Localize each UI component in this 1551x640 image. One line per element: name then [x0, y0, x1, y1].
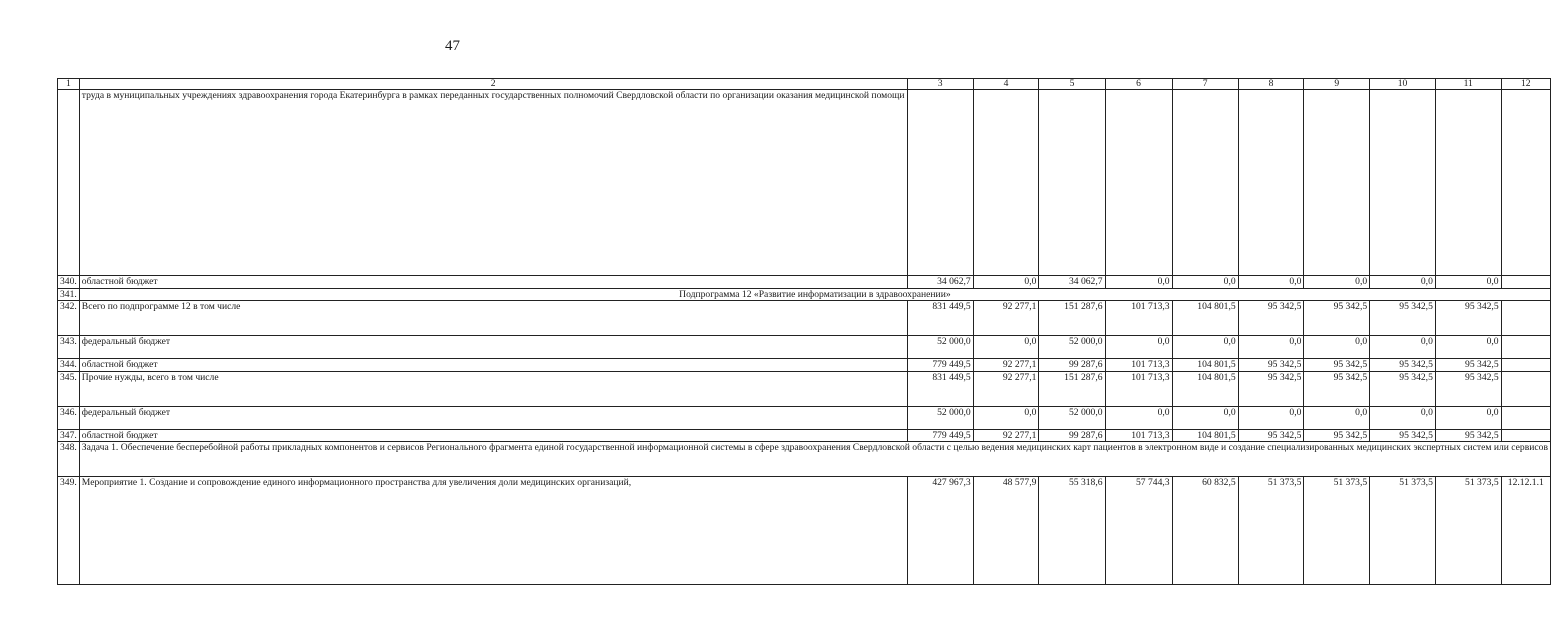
value-cell: 57 744,3 [1105, 477, 1172, 585]
row-index [58, 90, 80, 276]
value-cell: 0,0 [1370, 336, 1436, 359]
page-number: 47 [445, 38, 460, 54]
value-cell: 95 342,5 [1435, 301, 1501, 336]
header-row [58, 79, 1551, 90]
row-name: федеральный бюджет [79, 336, 907, 359]
table-row [58, 477, 1551, 585]
value-cell: 0,0 [1304, 276, 1370, 289]
value-cell: 151 287,6 [1039, 301, 1105, 336]
row-name: Мероприятие 1. Создание и сопровождение единого информационного пространства для увеличения доли медицинских организаций, [79, 477, 907, 585]
table-row [58, 359, 1551, 372]
row-index: 345. [58, 371, 80, 406]
value-cell: 55 318,6 [1039, 477, 1105, 585]
value-cell [1105, 90, 1172, 276]
value-cell: 51 373,5 [1304, 477, 1370, 585]
row-index: 349. [58, 477, 80, 585]
col-header: 1 [58, 79, 80, 90]
value-cell: 95 342,5 [1304, 371, 1370, 406]
value-cell: 95 342,5 [1304, 359, 1370, 372]
value-cell [973, 90, 1039, 276]
value-cell: 0,0 [1238, 276, 1304, 289]
value-cell: 0,0 [1435, 276, 1501, 289]
section-title: Задача 1. Обеспечение бесперебойной работы прикладных компонентов и сервисов Регионального фрагмента единой государственной информационной системы в сфере здравоохранения Свердловской области с целью ведения медицинских карт пациентов в электронном виде и создание специализированных медицинских экспертных систем или сервисов [79, 442, 1550, 477]
row-index: 342. [58, 301, 80, 336]
row-name: Прочие нужды, всего в том числе [79, 371, 907, 406]
value-cell: 34 062,7 [907, 276, 973, 289]
value-cell: 0,0 [1238, 406, 1304, 429]
value-cell: 52 000,0 [1039, 336, 1105, 359]
col-header: 11 [1435, 79, 1501, 90]
code-cell [1501, 276, 1550, 289]
value-cell: 95 342,5 [1370, 371, 1436, 406]
value-cell: 104 801,5 [1172, 301, 1238, 336]
table-row [58, 276, 1551, 289]
value-cell [1039, 90, 1105, 276]
col-header: 4 [973, 79, 1039, 90]
value-cell: 51 373,5 [1370, 477, 1436, 585]
table-row [58, 442, 1551, 477]
value-cell: 92 277,1 [973, 429, 1039, 442]
col-header: 10 [1370, 79, 1436, 90]
row-index: 344. [58, 359, 80, 372]
value-cell: 34 062,7 [1039, 276, 1105, 289]
table-row [58, 336, 1551, 359]
value-cell: 831 449,5 [907, 371, 973, 406]
value-cell: 831 449,5 [907, 301, 973, 336]
col-header: 8 [1238, 79, 1304, 90]
value-cell: 0,0 [1435, 336, 1501, 359]
value-cell: 95 342,5 [1238, 429, 1304, 442]
value-cell: 52 000,0 [907, 406, 973, 429]
code-cell [1501, 90, 1550, 276]
code-cell [1501, 301, 1550, 336]
table-row [58, 301, 1551, 336]
value-cell: 104 801,5 [1172, 371, 1238, 406]
row-index: 340. [58, 276, 80, 289]
value-cell: 95 342,5 [1304, 301, 1370, 336]
value-cell: 95 342,5 [1370, 429, 1436, 442]
value-cell: 99 287,6 [1039, 359, 1105, 372]
col-header: 3 [907, 79, 973, 90]
row-name: труда в муниципальных учреждениях здравоохранения города Екатеринбурга в рамках переданных государственных полномочий Свердловской области по организации оказания медицинской помощи [79, 90, 907, 276]
code-cell [1501, 429, 1550, 442]
value-cell: 151 287,6 [1039, 371, 1105, 406]
value-cell: 0,0 [973, 406, 1039, 429]
value-cell: 0,0 [1172, 406, 1238, 429]
value-cell: 0,0 [1105, 406, 1172, 429]
value-cell: 0,0 [1105, 276, 1172, 289]
col-header: 6 [1105, 79, 1172, 90]
value-cell: 0,0 [1172, 336, 1238, 359]
value-cell: 0,0 [973, 336, 1039, 359]
value-cell: 0,0 [1370, 276, 1436, 289]
code-cell [1501, 371, 1550, 406]
row-index: 347. [58, 429, 80, 442]
value-cell: 95 342,5 [1370, 301, 1436, 336]
table-row [58, 288, 1551, 301]
code-cell [1501, 359, 1550, 372]
value-cell: 95 342,5 [1435, 429, 1501, 442]
value-cell: 0,0 [1370, 406, 1436, 429]
col-header: 5 [1039, 79, 1105, 90]
value-cell: 104 801,5 [1172, 359, 1238, 372]
row-index: 343. [58, 336, 80, 359]
budget-table [57, 78, 1551, 585]
row-index: 346. [58, 406, 80, 429]
value-cell: 779 449,5 [907, 359, 973, 372]
col-header: 7 [1172, 79, 1238, 90]
value-cell: 0,0 [1105, 336, 1172, 359]
value-cell: 95 342,5 [1435, 359, 1501, 372]
section-title: Подпрограмма 12 «Развитие информатизации в здравоохранении» [79, 288, 1550, 301]
value-cell: 95 342,5 [1370, 359, 1436, 372]
value-cell [1304, 90, 1370, 276]
value-cell: 101 713,3 [1105, 429, 1172, 442]
value-cell: 60 832,5 [1172, 477, 1238, 585]
row-name: Всего по подпрограмме 12 в том числе [79, 301, 907, 336]
value-cell [907, 90, 973, 276]
value-cell: 51 373,5 [1238, 477, 1304, 585]
col-header: 9 [1304, 79, 1370, 90]
table-row [58, 406, 1551, 429]
value-cell [1172, 90, 1238, 276]
value-cell [1435, 90, 1501, 276]
value-cell: 92 277,1 [973, 301, 1039, 336]
value-cell: 95 342,5 [1238, 371, 1304, 406]
row-name: областной бюджет [79, 359, 907, 372]
table-row [58, 371, 1551, 406]
row-name: федеральный бюджет [79, 406, 907, 429]
value-cell: 0,0 [1304, 336, 1370, 359]
value-cell: 0,0 [1435, 406, 1501, 429]
value-cell: 0,0 [1172, 276, 1238, 289]
value-cell: 101 713,3 [1105, 359, 1172, 372]
value-cell: 104 801,5 [1172, 429, 1238, 442]
col-header: 12 [1501, 79, 1550, 90]
value-cell: 95 342,5 [1238, 359, 1304, 372]
value-cell: 92 277,1 [973, 371, 1039, 406]
row-name: областной бюджет [79, 276, 907, 289]
value-cell: 51 373,5 [1435, 477, 1501, 585]
value-cell: 95 342,5 [1435, 371, 1501, 406]
value-cell: 101 713,3 [1105, 301, 1172, 336]
code-cell [1501, 406, 1550, 429]
value-cell: 0,0 [1304, 406, 1370, 429]
value-cell: 0,0 [1238, 336, 1304, 359]
code-cell [1501, 336, 1550, 359]
value-cell [1238, 90, 1304, 276]
value-cell: 95 342,5 [1238, 301, 1304, 336]
value-cell: 0,0 [973, 276, 1039, 289]
value-cell: 101 713,3 [1105, 371, 1172, 406]
value-cell: 92 277,1 [973, 359, 1039, 372]
value-cell: 95 342,5 [1304, 429, 1370, 442]
value-cell [1370, 90, 1436, 276]
row-name: областной бюджет [79, 429, 907, 442]
table-row [58, 90, 1551, 276]
col-header: 2 [79, 79, 907, 90]
value-cell: 48 577,9 [973, 477, 1039, 585]
table-row [58, 429, 1551, 442]
value-cell: 427 967,3 [907, 477, 973, 585]
row-index: 341. [58, 288, 80, 301]
code-cell: 12.12.1.1 [1501, 477, 1550, 585]
value-cell: 99 287,6 [1039, 429, 1105, 442]
row-index: 348. [58, 442, 80, 477]
value-cell: 779 449,5 [907, 429, 973, 442]
value-cell: 52 000,0 [907, 336, 973, 359]
value-cell: 52 000,0 [1039, 406, 1105, 429]
